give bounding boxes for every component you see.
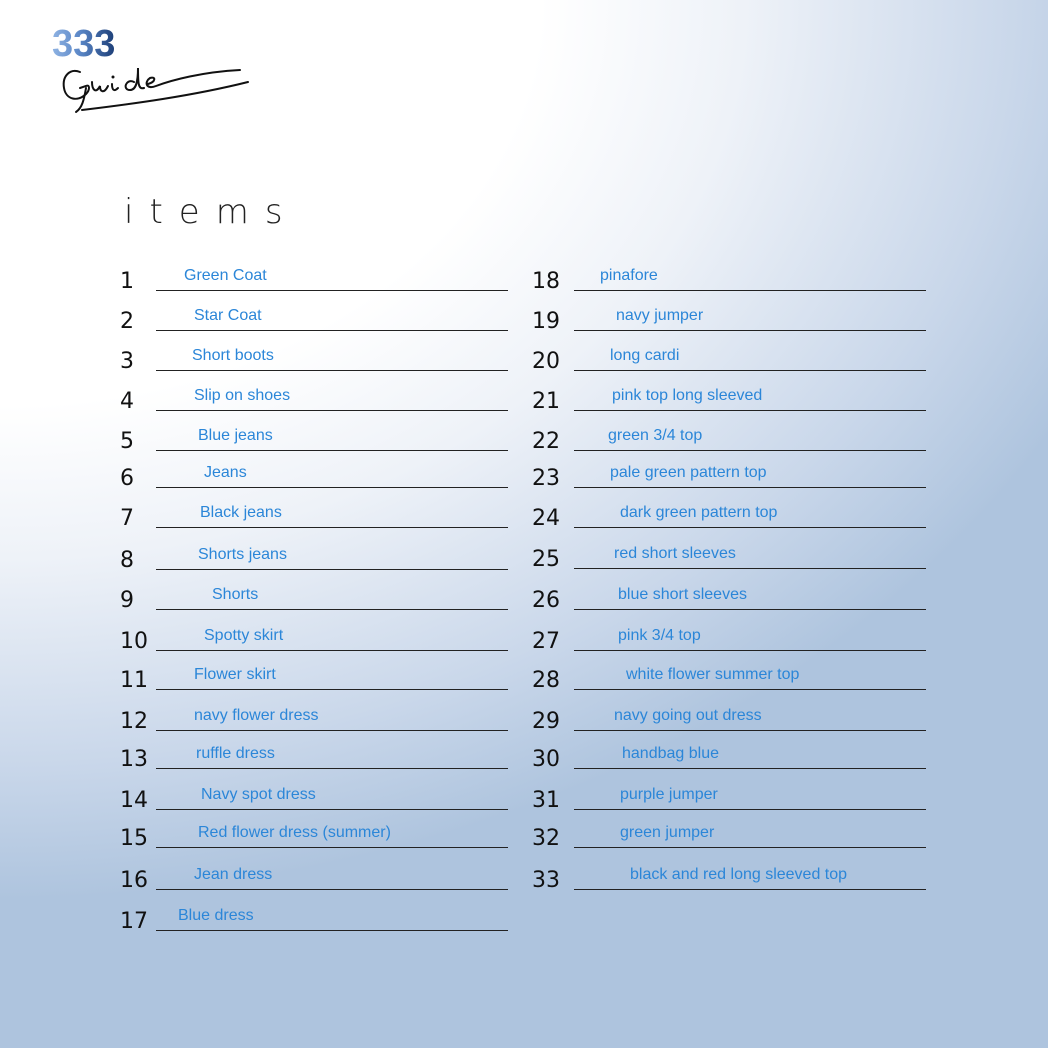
item-underline (574, 568, 926, 569)
item-underline (156, 730, 508, 731)
list-item (120, 261, 520, 294)
item-underline (156, 450, 508, 451)
item-value: Spotty skirt (204, 627, 284, 644)
item-number: 4 (120, 389, 134, 414)
logo (52, 24, 262, 124)
list-item (120, 580, 520, 613)
item-value: long cardi (610, 347, 680, 364)
item-underline (156, 487, 508, 488)
list-item (120, 818, 520, 851)
item-underline (574, 650, 926, 651)
list-item (120, 341, 520, 374)
list-item (120, 498, 520, 531)
item-number: 15 (120, 826, 148, 851)
item-value: dark green pattern top (620, 504, 778, 521)
item-number: 21 (532, 389, 560, 414)
item-underline (574, 809, 926, 810)
item-value: pink top long sleeved (612, 387, 763, 404)
item-underline (156, 650, 508, 651)
item-number: 13 (120, 747, 148, 772)
item-underline (156, 410, 508, 411)
item-value: blue short sleeves (618, 586, 747, 603)
list-item (532, 458, 932, 491)
item-underline (156, 689, 508, 690)
list-item (532, 580, 932, 613)
list-item (532, 660, 932, 693)
item-number: 9 (120, 588, 134, 613)
item-number: 1 (120, 269, 134, 294)
item-value: ruffle dress (196, 745, 275, 762)
item-number: 30 (532, 747, 560, 772)
item-value: pale green pattern top (610, 464, 767, 481)
item-underline (574, 450, 926, 451)
item-value: Blue dress (178, 907, 254, 924)
item-number: 14 (120, 788, 148, 813)
item-value: Green Coat (184, 267, 267, 284)
list-item (120, 621, 520, 654)
item-number: 26 (532, 588, 560, 613)
item-value: purple jumper (620, 786, 718, 803)
item-underline (574, 487, 926, 488)
item-number: 7 (120, 506, 134, 531)
item-underline (574, 370, 926, 371)
item-number: 16 (120, 868, 148, 893)
item-underline (574, 609, 926, 610)
list-item (120, 540, 520, 573)
item-underline (156, 370, 508, 371)
list-item (532, 261, 932, 294)
item-underline (574, 768, 926, 769)
item-value: navy jumper (616, 307, 704, 324)
item-number: 11 (120, 668, 148, 693)
item-value: Slip on shoes (194, 387, 291, 404)
list-item (120, 860, 520, 893)
item-underline (574, 330, 926, 331)
item-number: 24 (532, 506, 560, 531)
item-value: Shorts (212, 586, 259, 603)
item-value: Red flower dress (summer) (198, 824, 391, 841)
item-value: green 3/4 top (608, 427, 703, 444)
item-value: navy flower dress (194, 707, 319, 724)
item-number: 8 (120, 548, 134, 573)
item-underline (574, 730, 926, 731)
item-number: 18 (532, 269, 560, 294)
item-underline (156, 930, 508, 931)
list-item (120, 421, 520, 454)
item-number: 22 (532, 429, 560, 454)
item-underline (156, 889, 508, 890)
item-value: Flower skirt (194, 666, 276, 683)
item-underline (156, 569, 508, 570)
page-heading: items (124, 192, 299, 232)
item-number: 3 (120, 349, 134, 374)
list-item (532, 301, 932, 334)
list-item (120, 301, 520, 334)
item-number: 12 (120, 709, 148, 734)
item-number: 33 (532, 868, 560, 893)
item-underline (156, 609, 508, 610)
item-number: 25 (532, 547, 560, 572)
item-number: 29 (532, 709, 560, 734)
list-item (120, 660, 520, 693)
list-item (120, 381, 520, 414)
item-number: 19 (532, 309, 560, 334)
list-item (120, 701, 520, 734)
list-item (120, 458, 520, 491)
item-value: black and red long sleeved top (630, 866, 848, 883)
item-value: Navy spot dress (201, 786, 316, 803)
list-item (532, 621, 932, 654)
logo-number: 333 (52, 23, 116, 65)
item-underline (156, 330, 508, 331)
list-item (532, 780, 932, 813)
item-value: pinafore (600, 267, 658, 284)
item-underline (574, 290, 926, 291)
list-item (532, 818, 932, 851)
item-number: 27 (532, 629, 560, 654)
item-value: Black jeans (200, 504, 282, 521)
item-value: handbag blue (622, 745, 719, 762)
list-item (120, 739, 520, 772)
item-value: Shorts jeans (198, 546, 287, 563)
item-underline (156, 527, 508, 528)
list-item (532, 539, 932, 572)
item-value: Jeans (204, 464, 247, 481)
item-value: Blue jeans (198, 427, 273, 444)
item-number: 20 (532, 349, 560, 374)
item-underline (156, 847, 508, 848)
item-value: green jumper (620, 824, 715, 841)
item-value: Jean dress (194, 866, 273, 883)
item-value: Short boots (192, 347, 274, 364)
item-number: 5 (120, 429, 134, 454)
item-number: 23 (532, 466, 560, 491)
item-underline (156, 290, 508, 291)
item-number: 32 (532, 826, 560, 851)
list-item (532, 860, 932, 893)
list-item (532, 739, 932, 772)
item-number: 6 (120, 466, 134, 491)
item-value: pink 3/4 top (618, 627, 701, 644)
item-underline (574, 889, 926, 890)
item-underline (574, 527, 926, 528)
item-value: Star Coat (194, 307, 262, 324)
item-value: red short sleeves (614, 545, 736, 562)
item-number: 2 (120, 309, 134, 334)
list-item (532, 421, 932, 454)
item-underline (574, 410, 926, 411)
item-value: navy going out dress (614, 707, 762, 724)
item-underline (156, 809, 508, 810)
list-item (532, 498, 932, 531)
item-value: white flower summer top (626, 666, 800, 683)
item-number: 28 (532, 668, 560, 693)
guide-script-logo (52, 24, 262, 124)
list-item (532, 381, 932, 414)
item-underline (156, 768, 508, 769)
list-item (532, 341, 932, 374)
item-underline (574, 689, 926, 690)
list-item (120, 901, 520, 934)
item-number: 31 (532, 788, 560, 813)
list-item (532, 701, 932, 734)
item-underline (574, 847, 926, 848)
item-number: 10 (120, 629, 148, 654)
item-number: 17 (120, 909, 148, 934)
list-item (120, 780, 520, 813)
